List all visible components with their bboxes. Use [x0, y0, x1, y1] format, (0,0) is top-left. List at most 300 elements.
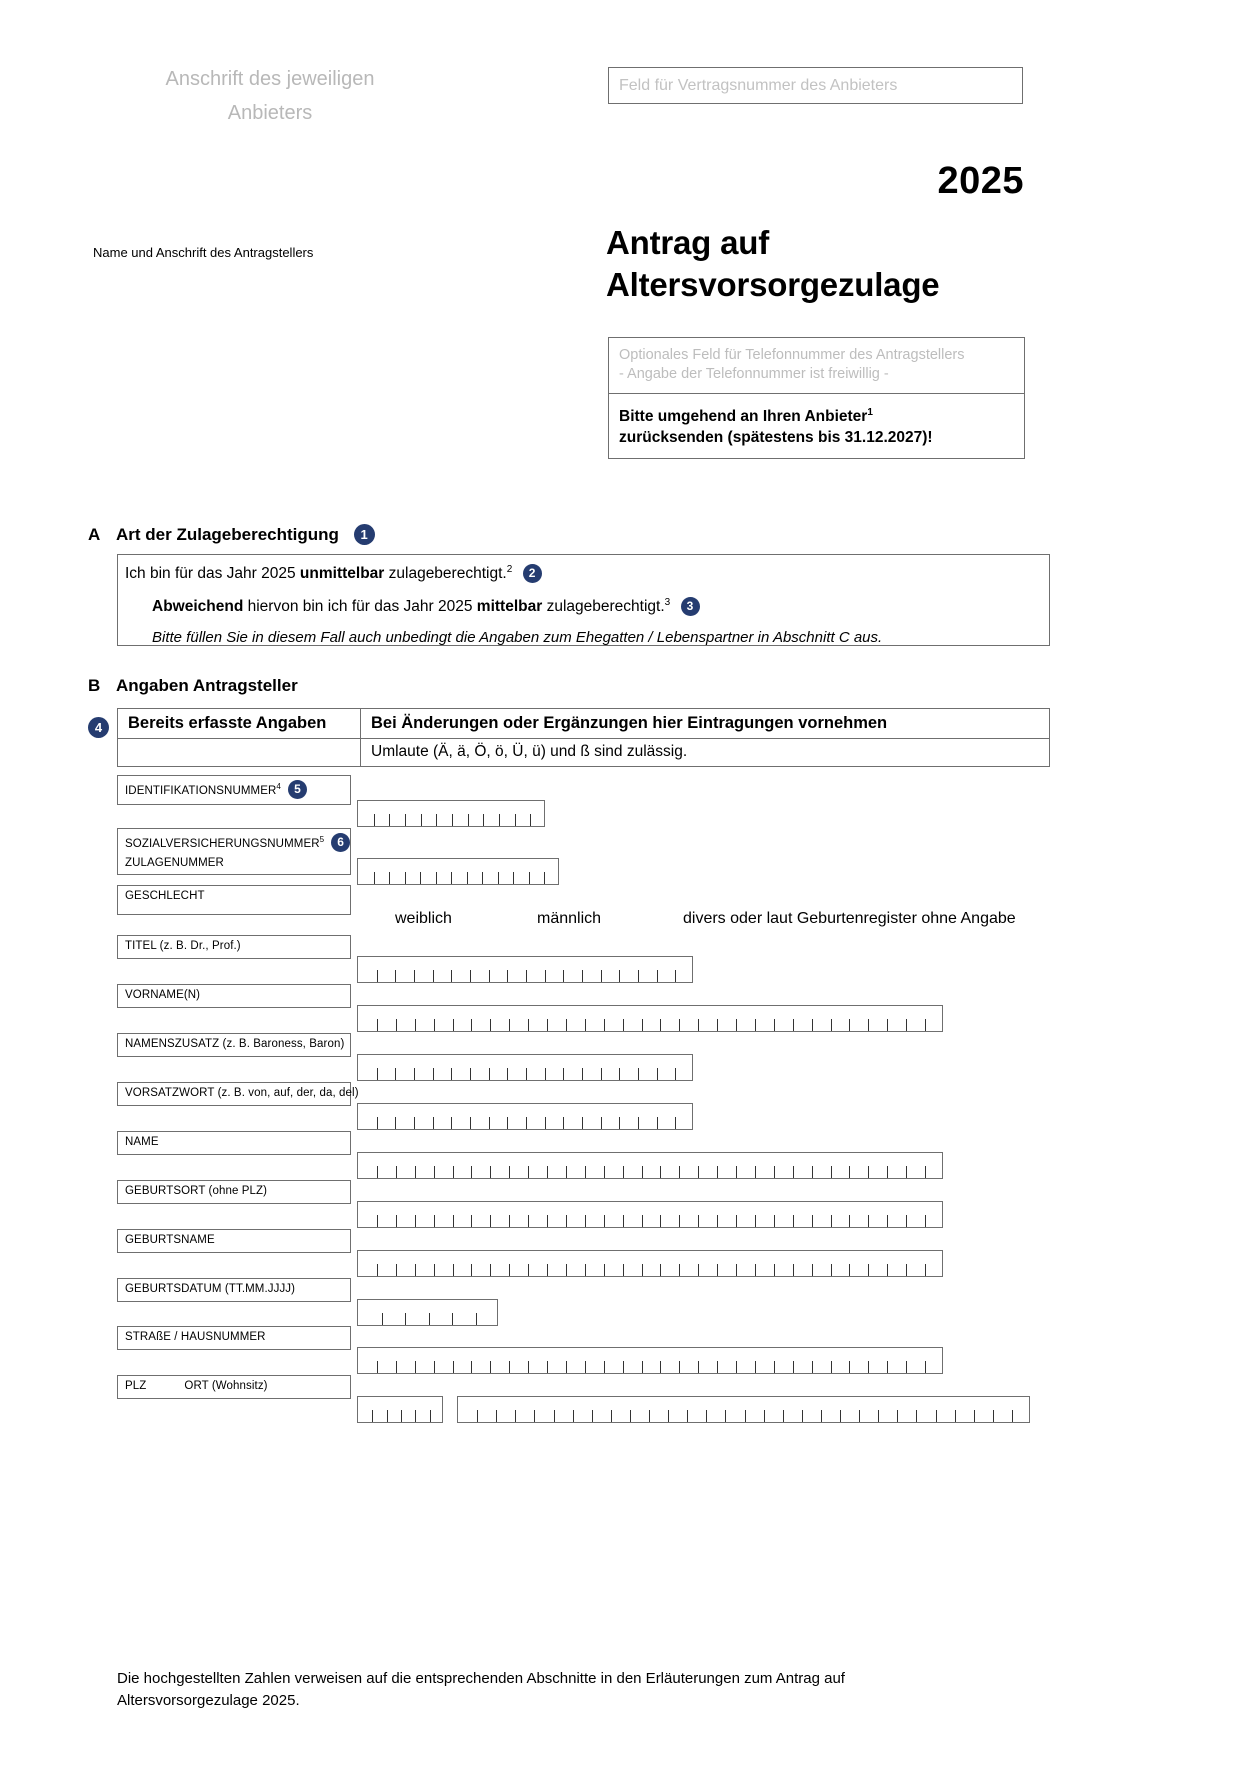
field-label-text: GEBURTSNAME — [125, 1234, 215, 1246]
footnote-ref: 4 — [276, 782, 281, 791]
comb-tick — [585, 1019, 586, 1031]
direct-entitlement-statement[interactable]: Ich bin für das Jahr 2025 unmittelbar zulageberechtigt.$^2$ 2 — [125, 564, 542, 584]
comb-tick — [468, 814, 469, 826]
comb-tick — [849, 1166, 850, 1178]
comb-tick — [774, 1215, 775, 1227]
comb-tick — [477, 1410, 478, 1422]
return-instruction-line-1: Bitte umgehend an Ihren Anbieter$^1$ — [619, 407, 873, 426]
section-a-badge: 1 — [354, 524, 375, 545]
comb-tick — [566, 1264, 567, 1276]
comb-tick — [490, 1019, 491, 1031]
comb-tick — [471, 1264, 472, 1276]
comb-tick — [420, 872, 421, 884]
comb-tick — [974, 1410, 975, 1422]
comb-tick — [774, 1019, 775, 1031]
field-label — [118, 936, 350, 957]
return-instruction — [609, 394, 1024, 458]
comb-separators — [358, 801, 544, 826]
comb-tick — [783, 1410, 784, 1422]
comb-tick — [630, 1410, 631, 1422]
comb-tick — [812, 1166, 813, 1178]
comb-tick — [925, 1019, 926, 1031]
field-label — [118, 1132, 350, 1153]
footer-note — [117, 1668, 1017, 1712]
comb-tick — [547, 1361, 548, 1373]
comb-tick — [377, 1019, 378, 1031]
comb-tick — [421, 814, 422, 826]
comb-tick — [498, 872, 499, 884]
gender-option-maennlich[interactable]: männlich — [537, 910, 602, 927]
comb-tick — [906, 1166, 907, 1178]
comb-tick — [433, 970, 434, 982]
comb-tick — [545, 1117, 546, 1129]
comb-tick — [470, 1117, 471, 1129]
comb-tick — [489, 1117, 490, 1129]
field-label-box — [117, 775, 351, 805]
footnote-ref-1: 1 — [867, 407, 873, 418]
comb-tick — [679, 1264, 680, 1276]
comb-tick — [916, 1410, 917, 1422]
comb-tick — [582, 1117, 583, 1129]
comb-tick — [812, 1361, 813, 1373]
comb-tick — [604, 1215, 605, 1227]
field-input[interactable] — [357, 956, 693, 983]
comb-separators — [358, 957, 692, 982]
footnote-ref: 5 — [319, 835, 325, 844]
comb-tick — [554, 1410, 555, 1422]
comb-tick — [414, 1068, 415, 1080]
comb-tick — [906, 1019, 907, 1031]
comb-tick — [395, 1117, 396, 1129]
contract-number-field[interactable] — [608, 67, 1023, 104]
comb-tick — [831, 1361, 832, 1373]
comb-tick — [887, 1215, 888, 1227]
comb-tick — [601, 1117, 602, 1129]
comb-tick — [515, 1410, 516, 1422]
comb-tick — [831, 1166, 832, 1178]
comb-tick — [698, 1264, 699, 1276]
comb-tick — [509, 1166, 510, 1178]
comb-separators — [358, 1202, 942, 1227]
comb-separators — [358, 859, 558, 884]
comb-tick — [547, 1264, 548, 1276]
comb-tick — [642, 1166, 643, 1178]
comb-tick — [490, 1215, 491, 1227]
comb-tick — [649, 1410, 650, 1422]
comb-tick — [675, 1068, 676, 1080]
field-label — [118, 776, 350, 804]
comb-tick — [372, 1410, 373, 1422]
comb-tick — [725, 1410, 726, 1422]
comb-tick — [415, 1361, 416, 1373]
comb-tick — [755, 1019, 756, 1031]
comb-tick — [387, 1410, 388, 1422]
indirect-entitlement-statement[interactable]: Abweichend hiervon bin ich für das Jahr 2025 mittelbar zulageberechtigt.$^3$ 3 — [152, 597, 700, 617]
comb-tick — [592, 1410, 593, 1422]
field-input[interactable] — [357, 1054, 693, 1081]
comb-tick — [793, 1166, 794, 1178]
comb-tick — [859, 1410, 860, 1422]
field-input[interactable] — [357, 1347, 943, 1374]
field-input[interactable] — [357, 1201, 943, 1228]
page-title — [606, 222, 939, 306]
section-a-letter: A — [88, 525, 101, 544]
comb-tick — [638, 1117, 639, 1129]
comb-tick — [849, 1019, 850, 1031]
comb-tick — [812, 1019, 813, 1031]
comb-tick — [755, 1215, 756, 1227]
comb-tick — [679, 1215, 680, 1227]
comb-tick — [471, 1215, 472, 1227]
field-label — [118, 886, 350, 907]
comb-tick — [802, 1410, 803, 1422]
comb-tick — [507, 1068, 508, 1080]
comb-tick — [793, 1264, 794, 1276]
comb-tick — [389, 872, 390, 884]
comb-tick — [887, 1166, 888, 1178]
form-year: 2025 — [937, 160, 1024, 202]
field-label-text: GEBURTSDATUM (TT.MM.JJJJ) — [125, 1283, 296, 1295]
comb-tick — [566, 1019, 567, 1031]
comb-tick — [642, 1215, 643, 1227]
section-b-table-header — [117, 708, 1050, 767]
comb-tick — [377, 970, 378, 982]
field-label-text: IDENTIFIKATIONSNUMMER — [125, 784, 277, 797]
field-label — [118, 1181, 350, 1202]
comb-tick — [623, 1166, 624, 1178]
comb-tick — [868, 1361, 869, 1373]
gender-option-divers[interactable]: divers oder laut Geburtenregister ohne Angabe — [683, 910, 1016, 927]
comb-tick — [638, 970, 639, 982]
comb-tick — [582, 1068, 583, 1080]
comb-tick — [619, 970, 620, 982]
field-label — [118, 1327, 350, 1348]
comb-tick — [395, 1068, 396, 1080]
comb-tick — [717, 1019, 718, 1031]
comb-tick — [415, 1019, 416, 1031]
comb-tick — [755, 1166, 756, 1178]
comb-tick — [657, 1068, 658, 1080]
field-label-text: STRAßE / HAUSNUMMER — [125, 1331, 266, 1343]
comb-tick — [840, 1410, 841, 1422]
field-label-box — [117, 1278, 351, 1302]
section-b-letter: B — [88, 676, 101, 695]
comb-tick — [499, 814, 500, 826]
comb-tick — [675, 1117, 676, 1129]
section-b-heading — [88, 676, 298, 696]
provider-address-line-1: Anschrift des jeweiligen — [165, 68, 375, 90]
comb-tick — [528, 1166, 529, 1178]
umlaute-note: Umlaute (Ä, ä, Ö, ö, Ü, ü) und ß sind zulässig. — [371, 743, 688, 760]
field-label-box — [117, 1082, 359, 1106]
comb-tick — [547, 1166, 548, 1178]
comb-tick — [993, 1410, 994, 1422]
page-title-line-1: Antrag auf — [606, 224, 770, 261]
comb-tick — [451, 872, 452, 884]
field-label-text-secondary: ORT (Wohnsitz) — [184, 1380, 268, 1392]
comb-tick — [482, 872, 483, 884]
contract-number-placeholder: Feld für Vertragsnummer des Anbieters — [619, 77, 898, 94]
comb-tick — [382, 1313, 383, 1325]
comb-tick — [415, 1264, 416, 1276]
field-label-box — [117, 1229, 351, 1253]
field-label — [118, 1376, 350, 1397]
comb-tick — [668, 1410, 669, 1422]
field-label-box — [117, 1180, 351, 1204]
field-input[interactable] — [357, 1152, 943, 1179]
comb-tick — [434, 1361, 435, 1373]
comb-tick — [736, 1264, 737, 1276]
comb-tick — [585, 1215, 586, 1227]
field-label-text: TITEL (z. B. Dr., Prof.) — [125, 940, 241, 952]
comb-tick — [604, 1264, 605, 1276]
comb-tick — [774, 1361, 775, 1373]
comb-separators — [358, 1006, 942, 1031]
comb-tick — [396, 1361, 397, 1373]
field-label-text: GEBURTSORT (ohne PLZ) — [125, 1185, 268, 1197]
comb-tick — [374, 814, 375, 826]
comb-tick — [396, 1215, 397, 1227]
comb-tick — [698, 1019, 699, 1031]
comb-separators — [458, 1397, 1029, 1422]
comb-tick — [566, 1166, 567, 1178]
comb-tick — [526, 970, 527, 982]
field-badge: 5 — [288, 780, 307, 799]
field-label — [118, 1083, 359, 1104]
comb-tick — [868, 1215, 869, 1227]
comb-tick — [467, 872, 468, 884]
field-label-box — [117, 1033, 351, 1057]
comb-tick — [736, 1166, 737, 1178]
comb-tick — [604, 1019, 605, 1031]
comb-separators — [358, 1251, 942, 1276]
comb-separators — [358, 1153, 942, 1178]
comb-tick — [471, 1166, 472, 1178]
comb-tick — [793, 1019, 794, 1031]
comb-tick — [405, 872, 406, 884]
comb-tick — [452, 1313, 453, 1325]
comb-tick — [717, 1215, 718, 1227]
field-input[interactable] — [357, 1396, 443, 1423]
comb-tick — [706, 1410, 707, 1422]
comb-tick — [453, 1361, 454, 1373]
page-title-line-2: Altersvorsorgezulage — [606, 266, 940, 303]
gender-option-weiblich[interactable]: weiblich — [395, 910, 452, 927]
comb-tick — [745, 1410, 746, 1422]
comb-tick — [471, 1361, 472, 1373]
comb-tick — [764, 1410, 765, 1422]
comb-tick — [936, 1410, 937, 1422]
comb-tick — [585, 1264, 586, 1276]
comb-separators — [358, 1104, 692, 1129]
field-label-text: VORNAME(N) — [125, 989, 201, 1001]
comb-tick — [642, 1019, 643, 1031]
comb-tick — [377, 1166, 378, 1178]
comb-tick — [887, 1361, 888, 1373]
comb-tick — [849, 1264, 850, 1276]
comb-separators — [358, 1055, 692, 1080]
comb-tick — [395, 970, 396, 982]
comb-tick — [528, 1361, 529, 1373]
comb-tick — [451, 1117, 452, 1129]
comb-tick — [433, 1117, 434, 1129]
comb-tick — [451, 970, 452, 982]
comb-tick — [736, 1361, 737, 1373]
field-label-text: NAME — [125, 1136, 159, 1148]
comb-tick — [547, 1215, 548, 1227]
field-label — [118, 985, 350, 1006]
comb-tick — [396, 1019, 397, 1031]
section-a-box — [117, 554, 1050, 646]
comb-tick — [698, 1166, 699, 1178]
comb-tick — [496, 1410, 497, 1422]
comb-tick — [619, 1068, 620, 1080]
comb-tick — [530, 814, 531, 826]
comb-tick — [582, 970, 583, 982]
comb-tick — [515, 814, 516, 826]
comb-tick — [623, 1215, 624, 1227]
table-umlaute-row — [118, 739, 1049, 766]
field-label-box — [117, 1131, 351, 1155]
field-input-ort[interactable] — [457, 1396, 1030, 1423]
comb-tick — [638, 1068, 639, 1080]
comb-tick — [585, 1166, 586, 1178]
comb-tick — [451, 1068, 452, 1080]
comb-tick — [657, 970, 658, 982]
comb-tick — [415, 1410, 416, 1422]
comb-separators — [358, 1397, 442, 1422]
field-label-box — [117, 984, 351, 1008]
comb-tick — [793, 1215, 794, 1227]
comb-tick — [687, 1410, 688, 1422]
comb-tick — [545, 970, 546, 982]
comb-tick — [906, 1264, 907, 1276]
field-input[interactable] — [357, 1103, 693, 1130]
comb-tick — [623, 1361, 624, 1373]
comb-tick — [849, 1361, 850, 1373]
comb-tick — [471, 1019, 472, 1031]
comb-tick — [374, 872, 375, 884]
comb-tick — [470, 970, 471, 982]
comb-tick — [476, 1313, 477, 1325]
field-label-text: PLZ — [125, 1380, 147, 1392]
section-b-badge: 4 — [88, 718, 109, 739]
comb-tick — [545, 1068, 546, 1080]
comb-tick — [377, 1264, 378, 1276]
comb-tick — [717, 1361, 718, 1373]
comb-tick — [483, 814, 484, 826]
comb-tick — [925, 1166, 926, 1178]
comb-tick — [396, 1264, 397, 1276]
comb-tick — [415, 1166, 416, 1178]
comb-tick — [547, 1019, 548, 1031]
comb-tick — [679, 1166, 680, 1178]
comb-tick — [906, 1215, 907, 1227]
comb-tick — [611, 1410, 612, 1422]
comb-tick — [623, 1264, 624, 1276]
comb-tick — [490, 1166, 491, 1178]
comb-tick — [604, 1166, 605, 1178]
comb-tick — [429, 1313, 430, 1325]
phone-number-field[interactable] — [609, 338, 1024, 394]
comb-tick — [660, 1361, 661, 1373]
comb-tick — [430, 1410, 431, 1422]
comb-tick — [489, 970, 490, 982]
comb-tick — [528, 1264, 529, 1276]
field-input[interactable] — [357, 1005, 943, 1032]
comb-tick — [528, 1019, 529, 1031]
comb-tick — [377, 1361, 378, 1373]
comb-tick — [604, 1361, 605, 1373]
section-a-badge-3: 3 — [681, 597, 700, 616]
comb-tick — [453, 1019, 454, 1031]
comb-tick — [415, 1215, 416, 1227]
footer-note-line-2: Altersvorsorgezulage 2025. — [117, 1692, 300, 1709]
provider-address-line-2: Anbieters — [227, 102, 313, 124]
field-input[interactable] — [357, 1299, 498, 1326]
comb-tick — [619, 1117, 620, 1129]
section-a-title: Art der Zulageberechtigung — [116, 525, 339, 544]
comb-tick — [660, 1264, 661, 1276]
comb-tick — [660, 1215, 661, 1227]
field-input[interactable] — [357, 858, 559, 885]
comb-tick — [660, 1019, 661, 1031]
comb-tick — [868, 1166, 869, 1178]
comb-tick — [396, 1166, 397, 1178]
comb-tick — [434, 1215, 435, 1227]
phone-optional-line-2: - Angabe der Telefonnummer ist freiwillig - — [619, 366, 889, 382]
comb-tick — [887, 1019, 888, 1031]
footer-note-line-1: Die hochgestellten Zahlen verweisen auf die entsprechenden Abschnitte in den Erläuterungen zum Antrag auf — [117, 1670, 845, 1687]
comb-tick — [405, 1313, 406, 1325]
comb-tick — [436, 872, 437, 884]
field-input[interactable] — [357, 1250, 943, 1277]
comb-tick — [377, 1068, 378, 1080]
field-label — [118, 1034, 350, 1055]
comb-tick — [405, 814, 406, 826]
comb-tick — [377, 1117, 378, 1129]
phone-and-return-box — [608, 337, 1025, 459]
comb-separators — [358, 1300, 497, 1325]
umlaute-empty-cell — [118, 739, 361, 766]
phone-optional-line-1: Optionales Feld für Telefonnummer des Antragstellers — [619, 347, 965, 363]
comb-tick — [623, 1019, 624, 1031]
comb-tick — [573, 1410, 574, 1422]
comb-tick — [563, 1068, 564, 1080]
comb-tick — [774, 1264, 775, 1276]
comb-tick — [389, 814, 390, 826]
section-a-heading — [88, 525, 375, 546]
field-label-line-2: ZULAGENUMMER — [125, 857, 224, 870]
comb-tick — [528, 1215, 529, 1227]
comb-tick — [1012, 1410, 1013, 1422]
comb-tick — [679, 1361, 680, 1373]
comb-tick — [897, 1410, 898, 1422]
comb-tick — [414, 970, 415, 982]
comb-tick — [849, 1215, 850, 1227]
provider-address-block — [120, 62, 420, 130]
comb-tick — [507, 1117, 508, 1129]
comb-tick — [717, 1264, 718, 1276]
comb-tick — [925, 1264, 926, 1276]
comb-tick — [436, 814, 437, 826]
table-header-row — [118, 709, 1049, 739]
field-label-box — [117, 885, 351, 915]
comb-tick — [507, 970, 508, 982]
field-input[interactable] — [357, 800, 545, 827]
comb-tick — [509, 1019, 510, 1031]
comb-tick — [585, 1361, 586, 1373]
